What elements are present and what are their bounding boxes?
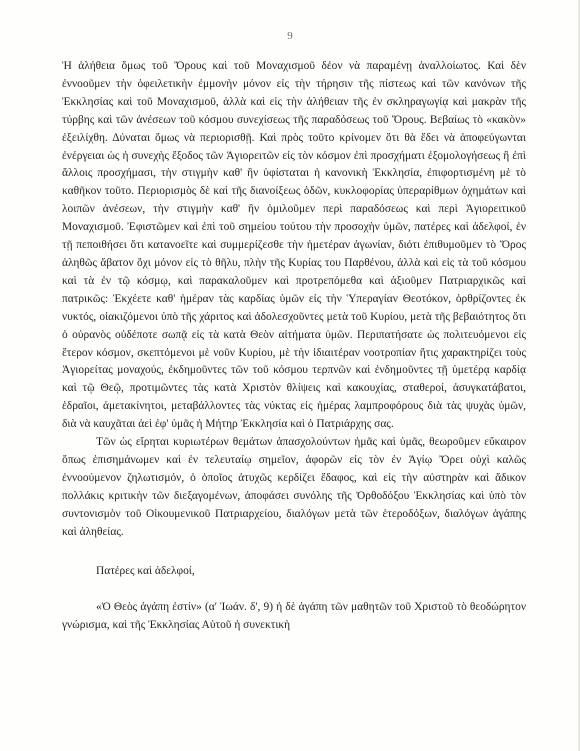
closing-paragraph: «Ὁ Θεὸς ἀγάπη ἐστίν» (α' Ἰωάν. δ', 9) ἡ δὲ ἀγάπη τῶν μαθητῶν τοῦ Χριστοῦ τὸ θεοδώρητον γνώρισμα, καὶ τῆς Ἐκκλησίας Αὐτοῦ ἡ συνεκτικὴ [62, 601, 526, 632]
page-number: 9 [287, 30, 293, 42]
address-line: Πατέρες καὶ ἀδελφοί, [96, 565, 195, 578]
paragraph-1: Ἡ ἀλήθεια ὅμως τοῦ Ὄρους καὶ τοῦ Μοναχισμοῦ δέον νὰ παραμένῃ ἀναλλοίωτος. Καὶ δὲν ἐννοοῦμεν τὴν ὀφειλετικὴν ἐμμονὴν μόνον εἰς τὴν τήρησιν τῆς πίστεως καὶ τῶν κανόνων τῆς Ἐκκλησίας καὶ τοῦ Μοναχισμοῦ, ἀλλὰ καὶ εἰς τὴν ἀλήθειαν τῆς ἐν σκληραγωγίᾳ καὶ μακρὰν τῆς τύρβης καὶ τῶν ἀνέσεων τοῦ κόσμου συνεχίσεως τῆς παραδόσεως τοῦ Ὄρους. Βεβαίως τὸ «κακὸν» ἐξειλίχθη. Δύναται ὅμως νὰ περιορισθῇ. Καὶ πρὸς τοῦτο κρίνομεν ὅτι θὰ ἔδει νὰ ἀποφεύγωνται ἐνέργειαι ὡς ἡ συνεχὴς ἔξοδος τῶν Ἁγιορειτῶν εἰς τὸν κόσμον ἐπὶ προσχήματι ἐξομολογήσεως ἢ ἐπὶ ἄλλοις προσχήμασι, τὴν στιγμὴν καθ' ἣν ὑφίσταται ἡ κανονικὴ Ἐκκλησία, ἐπιφορτισμένη μὲ τὸ καθῆκον τοῦτο. Περιορισμὸς δὲ καὶ τῆς διανοίξεως ὁδῶν, κυκλοφορίας ὑπεραρίθμων ὀχημάτων καὶ λοιπῶν ἀνέσεων, τὴν στιγμὴν καθ' ἣν ὁμιλοῦμεν περὶ παραδόσεως καὶ περὶ Ἁγιορειτικοῦ Μοναχισμοῦ. Ἐφιστῶμεν καὶ ἐπὶ τοῦ σημείου τούτου τὴν προσοχὴν ὑμῶν, πατέρες καὶ ἀδελφοί, ἐν τῇ πεποιθήσει ὅτι κατανοεῖτε καὶ συμμερίζεσθε τὴν ἡμετέραν ἀγωνίαν, διότι ἐπιθυμοῦμεν τὸ Ὄρος ἀληθῶς ἄβατον ὄχι μόνον εἰς τὸ θῆλυ, πλὴν τῆς Κυρίας του Παρθένου, ἀλλὰ καὶ εἰς τὰ τοῦ κόσμου καὶ τὰ ἐν τῷ κόσμῳ, καὶ παρακαλοῦμεν καὶ προτρεπόμεθα καὶ ἀξιοῦμεν Πατριαρχικῶς καὶ πατρικῶς: Ἐκχέετε καθ' ἡμέραν τὰς καρδίας ὑμῶν εἰς τὴν Ὑπεραγίαν Θεοτόκον, ὀρθρίζοντες ἐκ νυκτός, οἰακιζόμενοι ὑπὸ τῆς χάριτος καὶ ἀδολεσχοῦντες μετὰ τοῦ Κυρίου, μετὰ τῆς βεβαιότητος ὅτι ὁ οὐρανὸς οὐδέποτε σωπᾷ εἰς τὰ κατὰ Θεὸν αἰτήματα ὑμῶν. Περιπατήσατε ὡς πολιτευόμενοι εἰς ἕτερον κόσμον, σκεπτόμενοι μὲ νοῦν Κυρίου, μὲ τὴν ἰδιαιτέραν νοοτροπίαν ἥτις χαρακτηρίζει τοὺς Ἁγιορείτας μοναχούς, ἐκδημοῦντες τῶν τοῦ κόσμου τερπνῶν καὶ ἐνδημοῦντες τῇ ὑμετέρᾳ καρδίᾳ καὶ τῷ Θεῷ, προτιμῶντες τὰς κατὰ Χριστὸν θλίψεις καὶ κακουχίας, σταθεροί, ἀσυγκατάβατοι, ἑδραῖοι, ἀμετακίνητοι, μεταβάλλοντες τὰς νύκτας εἰς ἡμέρας λαμπροφόρους διὰ τὰς ψυχὰς ὑμῶν, διὰ νὰ καυχᾶται ἀεὶ ἐφ' ὑμᾶς ἡ Μήτηρ Ἐκκλησία καὶ ὁ Πατριάρχης σας. [62, 60, 526, 431]
paragraph-2: Τῶν ὡς εἴρηται κυριωτέρων θεμάτων ἀπασχολούντων ἡμᾶς καὶ ὑμᾶς, θεωροῦμεν εὔκαιρον ὅπως ἐπισημάνωμεν καὶ ἐν τελευταίῳ σημεῖον, ἀφορῶν εἰς τὸν ἐν Ἁγίῳ Ὄρει οὐχὶ καλῶς ἐννοούμενον ζηλωτισμόν, ὁ ὁποῖος ἀτυχῶς κερδίζει ἔδαφος, καὶ εἰς τὴν αὐστηρὰν καὶ ἄδικον πολλάκις κριτικὴν τῶν διεξαγομένων, ἀποφάσει συνόλης τῆς Ὀρθοδόξου Ἐκκλησίας καὶ ὑπὸ τὸν συντονισμὸν τοῦ Οἰκουμενικοῦ Πατριαρχείου, διαλόγων μετὰ τῶν ἑτεροδόξων, διαλόγων ἀγάπης καὶ ἀληθείας. [62, 436, 526, 538]
